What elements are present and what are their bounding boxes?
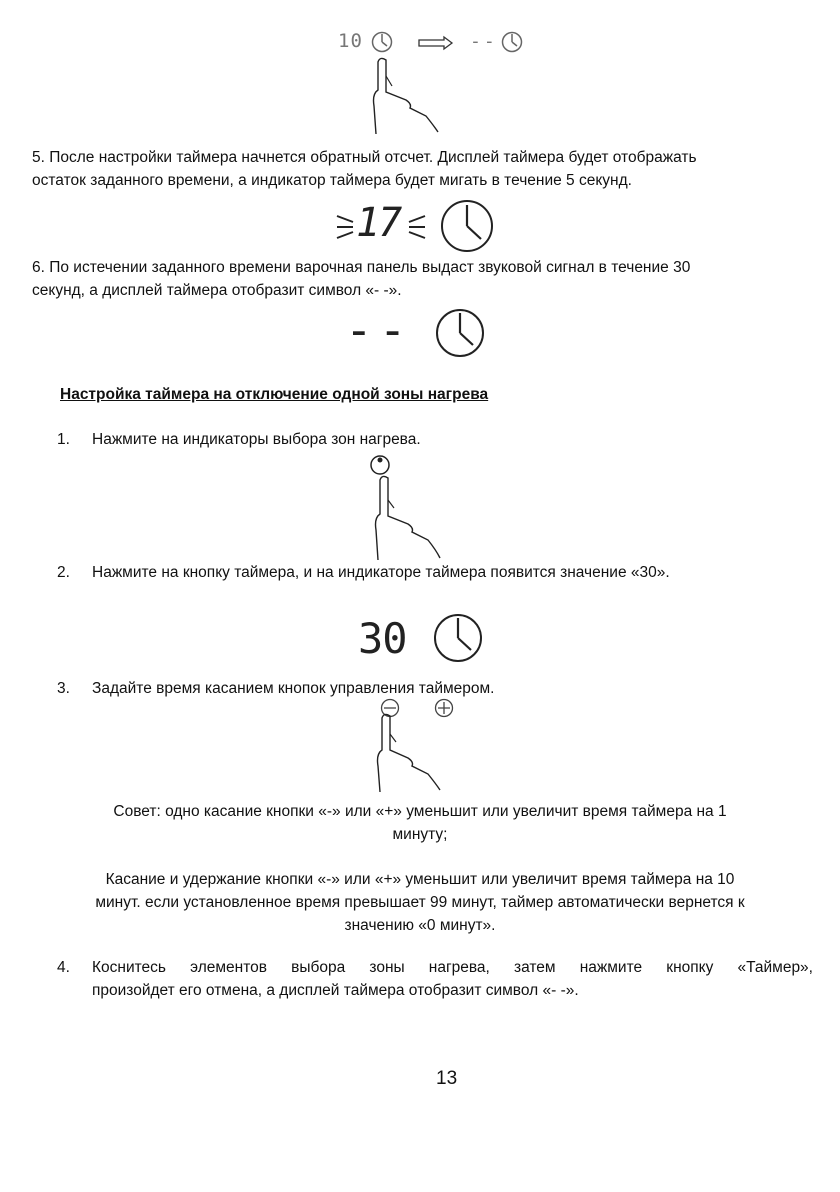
tip-line: Совет: одно касание кнопки «-» или «+» уменьшит или увеличит время таймера на 1 — [113, 803, 727, 820]
blink-rays-left-icon — [335, 212, 355, 242]
step-text-line: Коснитесь элементов выбора зоны нагрева, затем нажмите кнопку «Таймер», — [92, 959, 813, 976]
step-number: 3. — [57, 680, 70, 697]
arrow-right-icon — [418, 36, 454, 50]
figure-timer-30 — [358, 612, 498, 668]
step-number: 4. — [57, 959, 70, 976]
text-line: 5. После настройки таймера начнется обратный отсчет. Дисплей таймера будет отображать — [32, 149, 697, 166]
paragraph-countdown — [32, 146, 812, 192]
text-line: 6. По истечении заданного времени варочная панель выдаст звуковой сигнал в течение 30 — [32, 259, 691, 276]
timer-display-blinking: 17 — [356, 200, 401, 246]
timer-display-right: -- — [470, 31, 498, 52]
tip-line: минут. если установленное время превышает 99 минут, таймер автоматически вернется к — [95, 894, 745, 911]
step-text: Нажмите на кнопку таймера, и на индикаторе таймера появится значение «30». — [92, 564, 670, 581]
step-number: 2. — [57, 564, 70, 581]
figure-timer-adjust — [364, 698, 474, 798]
step-text — [92, 956, 813, 1002]
figure-timer-blinking — [335, 196, 505, 256]
pointing-hand-icon — [366, 56, 446, 136]
page-number: 13 — [436, 1068, 458, 1089]
step-number: 1. — [57, 431, 70, 448]
figure-timer-set — [330, 28, 530, 138]
text-line: остаток заданного времени, а индикатор таймера будет мигать в течение 5 секунд. — [32, 172, 632, 189]
step-text: Нажмите на индикаторы выбора зон нагрева. — [92, 431, 421, 448]
section-heading: Настройка таймера на отключение одной зоны нагрева — [60, 386, 489, 403]
tip-line: значению «0 минут». — [344, 917, 496, 934]
clock-icon — [439, 198, 495, 254]
zone-indicator-icon — [369, 454, 391, 476]
timer-display-30: 30 — [358, 614, 407, 663]
clock-icon — [501, 31, 523, 53]
tip-line: Касание и удержание кнопки «-» или «+» уменьшит или увеличит время таймера на 10 — [105, 871, 735, 888]
clock-icon — [371, 31, 393, 53]
figure-zone-select — [364, 452, 454, 562]
step-text-line: произойдет его отмена, а дисплей таймера отобразит символ «- -». — [92, 982, 579, 999]
pointing-hand-icon — [372, 712, 452, 794]
paragraph-timer-end — [32, 256, 812, 302]
timer-display-dashes: -- — [345, 303, 413, 357]
clock-icon — [434, 307, 486, 359]
pointing-hand-icon — [370, 474, 450, 562]
tip-line: минуту; — [392, 826, 448, 843]
timer-display-left: 10 — [338, 30, 363, 52]
blink-rays-right-icon — [407, 212, 427, 242]
step-text: Задайте время касанием кнопок управления таймером. — [92, 680, 495, 697]
clock-icon — [432, 612, 484, 664]
text-line: секунд, а дисплей таймера отобразит символ «- -». — [32, 282, 402, 299]
figure-timer-dashes — [345, 305, 495, 361]
tip-block — [30, 800, 810, 937]
